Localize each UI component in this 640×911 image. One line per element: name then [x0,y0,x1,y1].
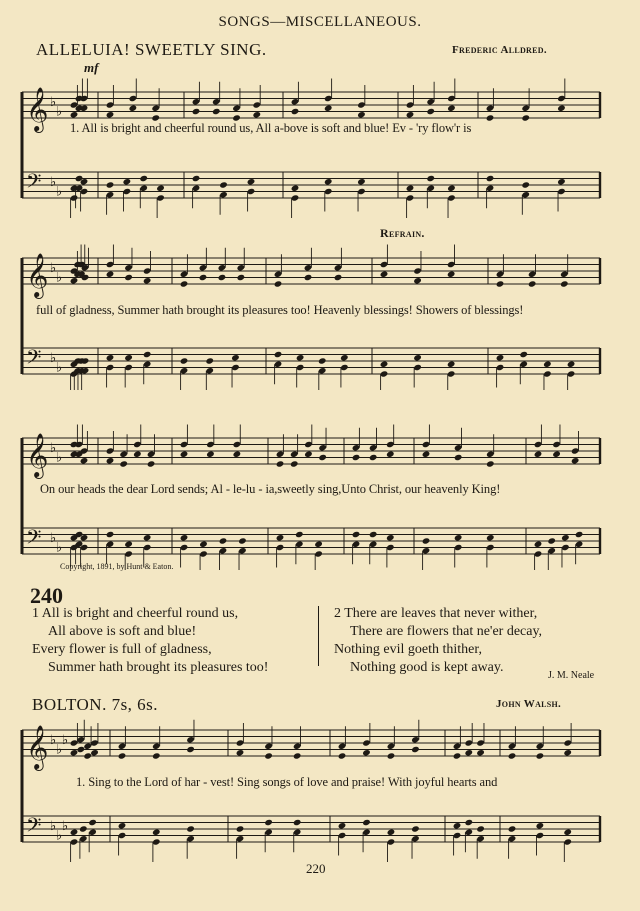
note-head [406,185,415,192]
note-head [238,537,247,544]
dynamic-mark: mf [84,60,99,75]
note-head [567,361,576,368]
note-head [486,534,495,541]
flat-icon: ♭ [62,817,69,833]
note-head [106,531,115,538]
note-head [139,175,148,182]
flat-icon: ♭ [50,349,57,365]
note-head [124,354,133,361]
flat-icon: ♭ [56,359,63,375]
note-head [426,175,435,182]
note-head [180,534,189,541]
note-head [352,531,361,538]
music-system-4 [0,712,640,882]
flat-icon: ♭ [56,269,63,285]
treble-clef-icon: 𝄞 [26,87,49,131]
verse-1-line: 1 All is bright and cheerful round us, [32,606,239,621]
verse-2-line: Nothing evil goeth thither, [334,642,482,657]
note-head [543,361,552,368]
music-system-1 [0,62,640,222]
flat-icon: ♭ [50,173,57,189]
copyright-notice: Copyright, 1891, by Hunt & Eaton. [60,562,174,571]
note-head [143,351,152,358]
note-head [338,822,347,829]
note-head [205,357,214,364]
note-head [296,354,305,361]
verse-2-line: 2 There are leaves that never wither, [334,606,538,621]
treble-clef-icon: 𝄞 [26,253,49,297]
note-head [274,351,283,358]
verse-1 [32,605,268,677]
page-number: 220 [306,861,326,876]
note-head [106,181,115,188]
note-head [476,825,485,832]
note-head [295,531,304,538]
verse-2 [334,605,542,677]
note-head [180,357,189,364]
note-head [422,537,431,544]
note-head [152,829,161,836]
composer-name: John Walsh. [496,698,562,710]
flat-icon: ♭ [56,539,63,555]
flat-icon: ♭ [50,731,57,747]
note-head [413,354,422,361]
note-head [380,361,389,368]
note-head [362,819,371,826]
flat-icon: ♭ [56,741,63,757]
note-head [547,537,556,544]
note-head [563,829,572,836]
composer-name: Frederic Alldred. [452,44,547,56]
note-head [465,819,474,826]
note-head [199,541,208,548]
note-head [192,175,201,182]
note-head [324,178,333,185]
verse-2-line: Nothing good is kept away. [350,660,504,675]
note-head [447,361,456,368]
note-head [231,354,240,361]
note-head [486,175,495,182]
verse-1-line: Every flower is full of gladness, [32,642,212,657]
note-head [496,354,505,361]
flat-icon: ♭ [50,439,57,455]
note-head [557,178,566,185]
note-head [508,825,517,832]
hymn-number: 240 [30,583,63,608]
flat-icon: ♭ [56,183,63,199]
treble-clef-icon: 𝄞 [26,433,49,477]
treble-clef-icon: 𝄞 [26,725,49,769]
flat-icon: ♭ [50,817,57,833]
note-head [369,531,378,538]
note-head [519,351,528,358]
note-head [387,829,396,836]
flat-icon: ♭ [50,529,57,545]
hymn-attribution: J. M. Neale [548,670,595,681]
flat-icon: ♭ [56,827,63,843]
note-head [561,534,570,541]
bass-clef-icon: 𝄢 [26,345,42,374]
note-head [293,819,302,826]
note-head [219,537,228,544]
note-head [124,541,133,548]
note-head [314,541,323,548]
note-head [247,178,256,185]
bass-clef-icon: 𝄢 [26,525,42,554]
verse-1-line: All above is soft and blue! [48,624,197,639]
note-head [264,819,273,826]
note-head [453,822,462,829]
note-head [447,185,456,192]
note-head [318,357,327,364]
note-head [88,819,97,826]
note-head [386,534,395,541]
lyrics-line-3: On our heads the dear Lord sends; Al - le-lu - ia,sweetly sing,Unto Christ, our heavenly King! [40,482,501,496]
flat-icon: ♭ [56,449,63,465]
note-head [186,825,195,832]
note-head [340,354,349,361]
note-head [79,825,88,832]
note-head [357,178,366,185]
page-header: SONGS—MISCELLANEOUS. [218,14,422,30]
refrain-label: Refrain. [380,226,425,240]
flat-icon: ♭ [50,93,57,109]
lyrics-line-1: 1. All is bright and cheerful round us, All a-bove is soft and blue! Ev - 'ry flow'r is [70,121,472,135]
note-head [575,531,584,538]
note-head [276,534,285,541]
verse-divider [318,606,319,666]
note-head [123,178,132,185]
flat-icon: ♭ [56,103,63,119]
note-head [236,825,245,832]
flat-icon: ♭ [62,731,69,747]
note-head [521,181,530,188]
note-head [454,534,463,541]
flat-icon: ♭ [50,259,57,275]
note-head [143,534,152,541]
note-head [156,185,165,192]
song-title: ALLELUIA! SWEETLY SING. [36,40,267,59]
song-title: BOLTON. 7s, 6s. [32,695,159,714]
note-head [411,825,420,832]
verse-1-line: Summer hath brought its pleasures too! [48,660,269,675]
verse-2-line: There are flowers that ne'er decay, [350,624,543,639]
note-head [534,541,543,548]
bass-clef-icon: 𝄢 [26,169,42,198]
bass-clef-icon: 𝄢 [26,813,42,842]
note-head [536,822,545,829]
note-head [70,829,79,836]
note-head [106,354,115,361]
note-head [291,185,300,192]
note-head [118,822,127,829]
lyrics-line-4: 1. Sing to the Lord of har - vest! Sing songs of love and praise! With joyful hearts and [76,775,498,789]
note-head [219,181,228,188]
lyrics-line-2: full of gladness, Summer hath brought its pleasures too! Heavenly blessings! Showers of blessings! [36,303,524,317]
